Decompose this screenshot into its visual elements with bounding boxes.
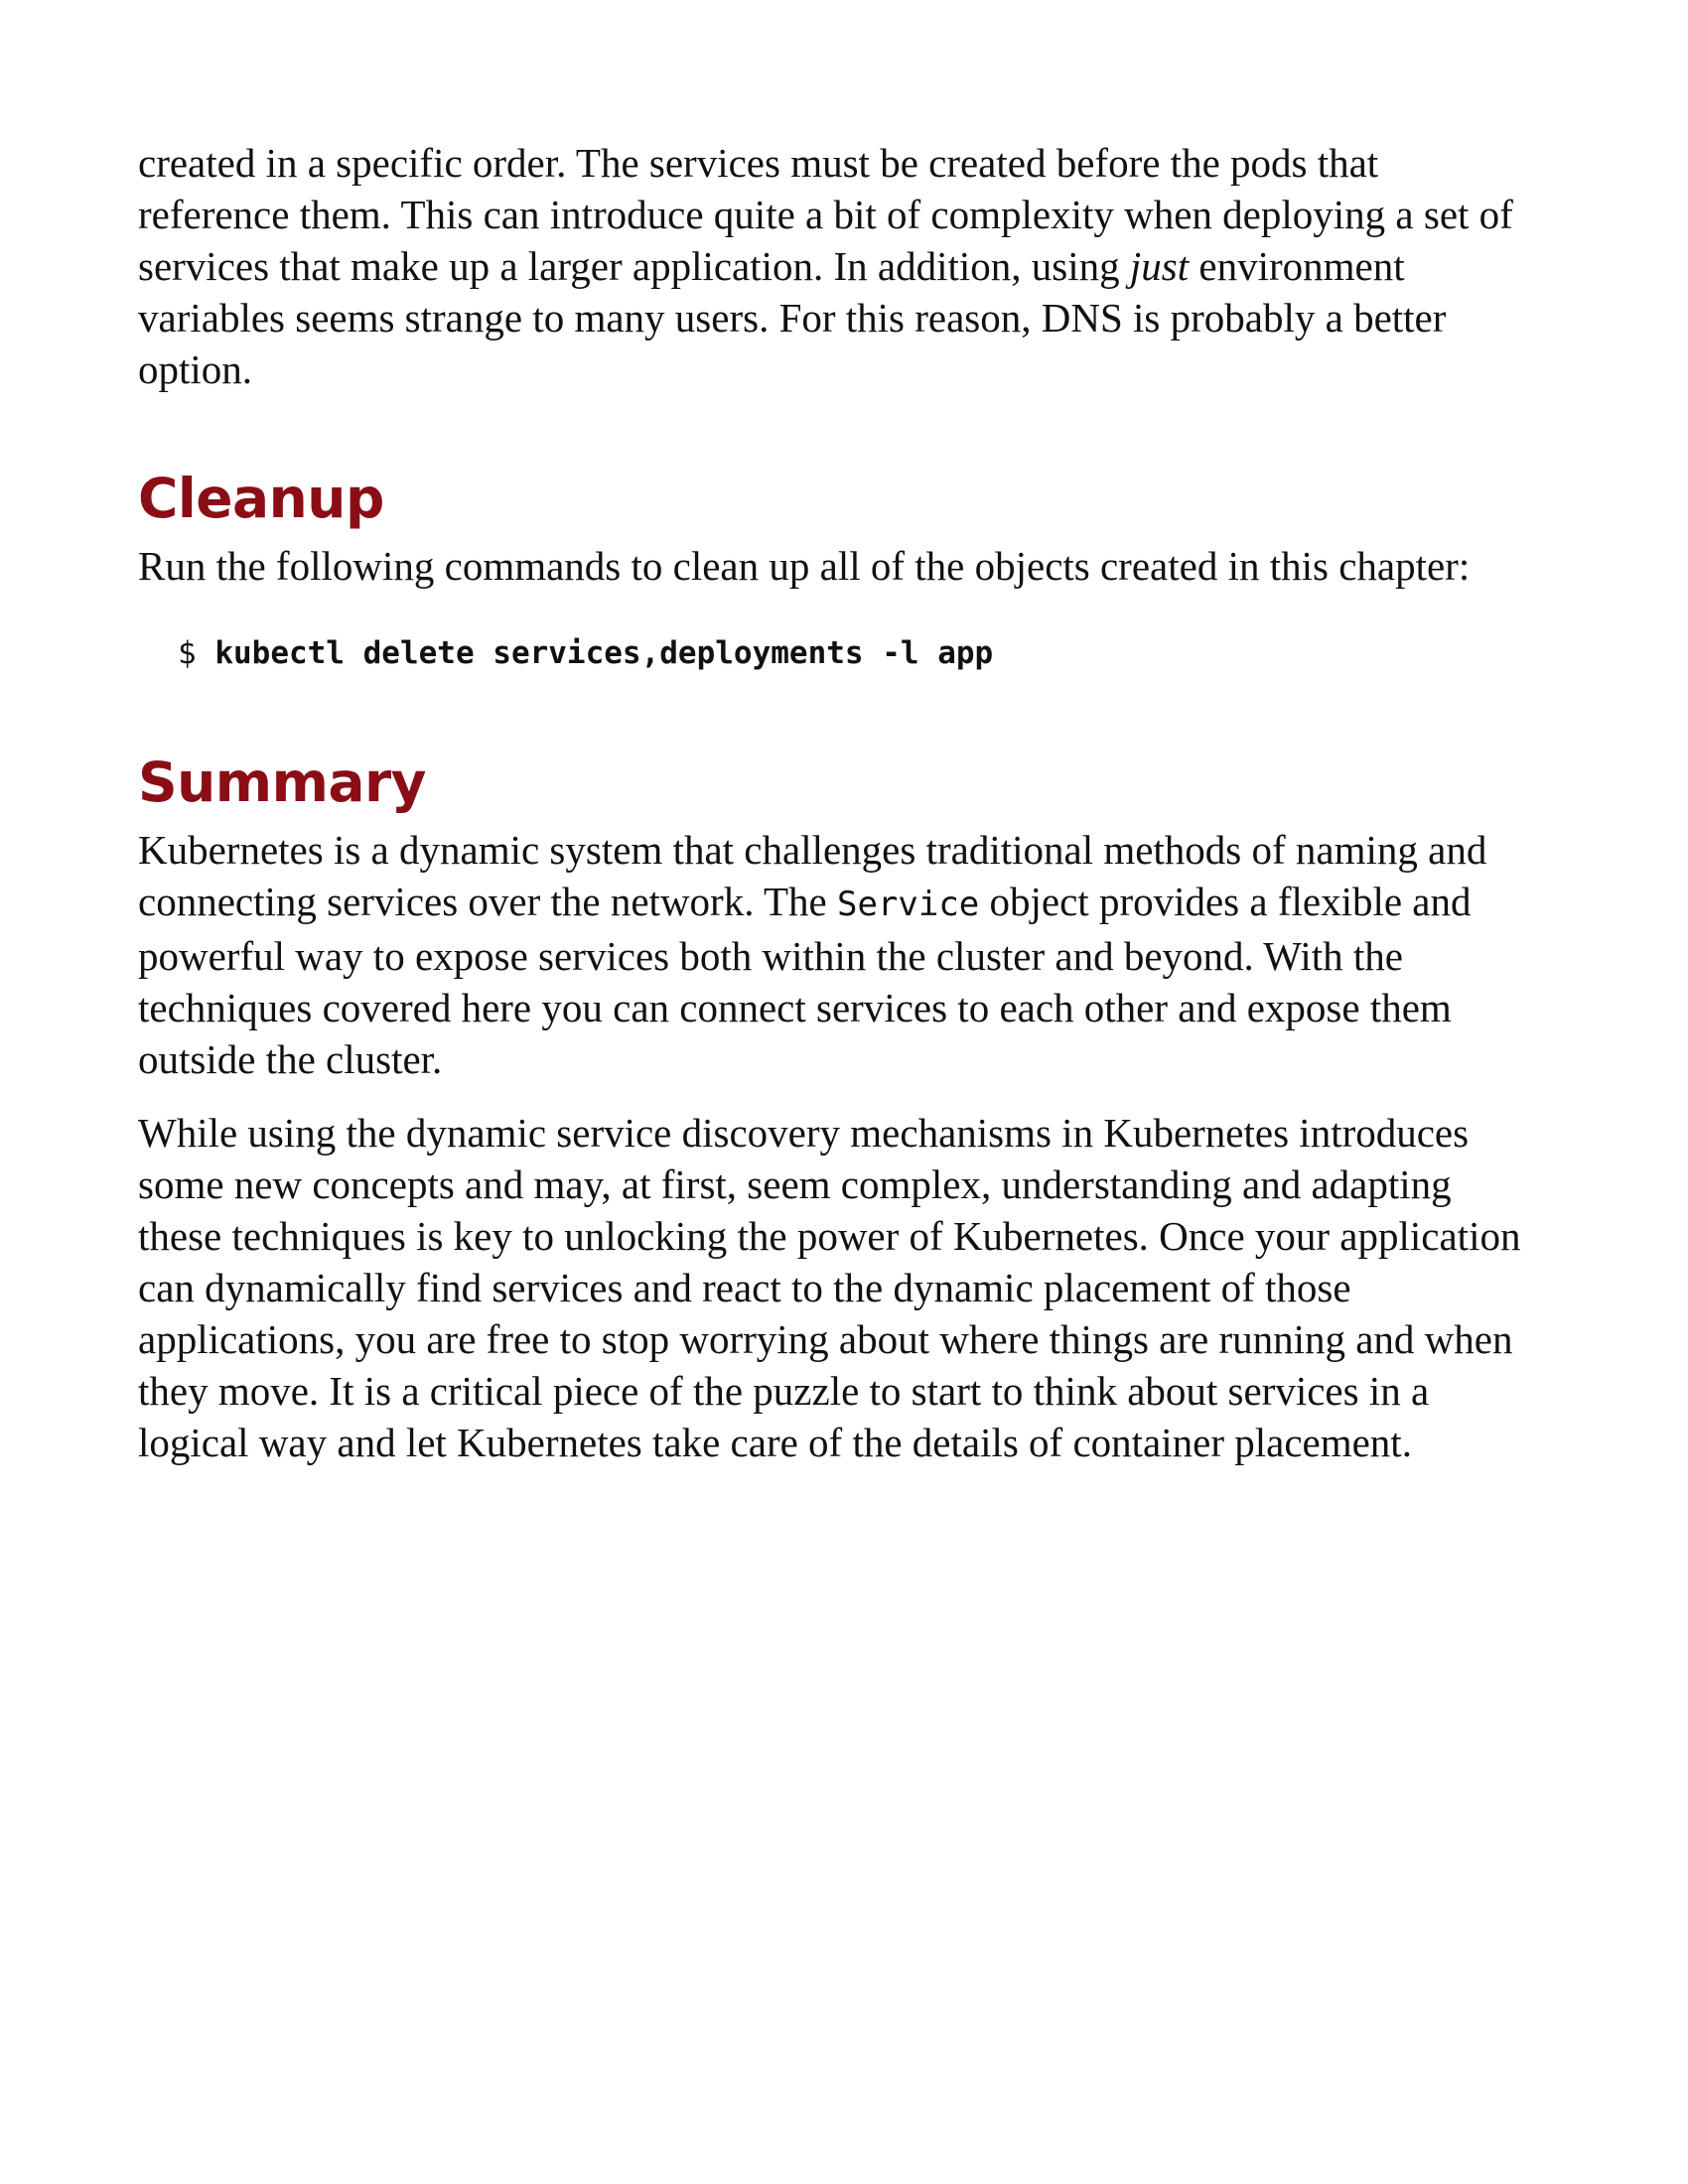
text-fragment: environment — [1189, 243, 1405, 289]
text-line: these techniques is key to unlocking the power of Kubernetes. Once your application — [138, 1213, 1521, 1259]
summary-paragraph-1 — [138, 824, 1558, 1085]
text-fragment: object provides a flexible and — [979, 879, 1472, 924]
shell-prompt: $ — [178, 635, 215, 671]
emphasis-text: just — [1129, 243, 1190, 289]
inline-code: Service — [836, 885, 980, 924]
text-line: Kubernetes is a dynamic system that challenges traditional methods of naming and — [138, 827, 1487, 873]
text-line: logical way and let Kubernetes take care of the details of container placement. — [138, 1420, 1412, 1465]
section-heading-summary: Summary — [138, 751, 426, 814]
code-block — [178, 633, 1558, 673]
text-line: outside the cluster. — [138, 1036, 443, 1082]
text-line: techniques covered here you can connect services to each other and expose them — [138, 985, 1452, 1030]
section-heading-cleanup: Cleanup — [138, 467, 384, 530]
summary-paragraph-2 — [138, 1107, 1558, 1468]
text-line: created in a specific order. The services must be created before the pods that — [138, 140, 1379, 186]
text-line: reference them. This can introduce quite a bit of complexity when deploying a set of — [138, 192, 1513, 237]
shell-command: kubectl delete services,deployments -l app — [214, 635, 994, 671]
text-line: can dynamically find services and react to the dynamic placement of those — [138, 1265, 1351, 1310]
cleanup-paragraph — [138, 540, 1558, 592]
text-line: some new concepts and may, at first, seem complex, understanding and adapting — [138, 1161, 1452, 1207]
text-fragment: services that make up a larger application. In addition, using — [138, 243, 1130, 289]
text-line: While using the dynamic service discovery mechanisms in Kubernetes introduces — [138, 1110, 1470, 1156]
text-line — [138, 240, 1558, 292]
document-page — [138, 137, 1558, 1490]
text-line: Run the following commands to clean up all of the objects created in this chapter: — [138, 543, 1471, 589]
text-line: powerful way to expose services both within the cluster and beyond. With the — [138, 933, 1403, 979]
text-line: variables seems strange to many users. For this reason, DNS is probably a better — [138, 295, 1447, 341]
text-fragment: connecting services over the network. The — [138, 879, 837, 924]
text-line — [138, 876, 1558, 930]
intro-paragraph — [138, 137, 1558, 395]
text-line: they move. It is a critical piece of the puzzle to start to think about services in a — [138, 1368, 1430, 1414]
text-line: applications, you are free to stop worrying about where things are running and when — [138, 1316, 1513, 1362]
text-line: option. — [138, 346, 253, 392]
